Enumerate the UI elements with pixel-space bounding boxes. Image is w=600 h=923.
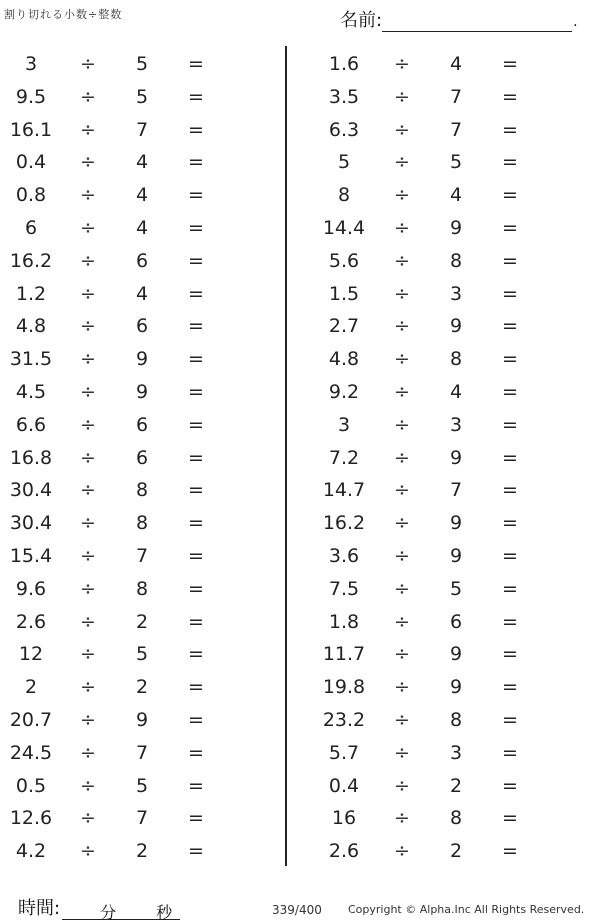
dividend: 16 [331,807,357,830]
problem-row [0,802,260,835]
dividend: 19.8 [322,676,366,699]
divisor: 9 [449,643,463,666]
divide-sign: ÷ [394,380,410,403]
equals-sign: = [188,413,204,436]
problem-row [300,81,560,114]
problem-row [300,179,560,212]
dividend: 20.7 [9,708,53,731]
divisor: 6 [135,446,149,469]
divide-sign: ÷ [394,184,410,207]
problem-row [0,48,260,81]
divisor: 4 [449,184,463,207]
equals-sign: = [188,643,204,666]
problem-row [0,245,260,278]
divide-sign: ÷ [80,446,96,469]
problem-row [0,704,260,737]
divisor: 9 [449,512,463,535]
equals-sign: = [188,512,204,535]
problem-row [0,114,260,147]
divide-sign: ÷ [80,512,96,535]
problem-row [0,179,260,212]
divide-sign: ÷ [394,741,410,764]
problem-row [0,278,260,311]
worksheet-title: 割り切れる小数÷整数 [4,8,123,21]
divide-sign: ÷ [394,708,410,731]
equals-sign: = [502,708,518,731]
dividend: 24.5 [9,741,53,764]
divide-sign: ÷ [394,282,410,305]
equals-sign: = [188,249,204,272]
divisor: 2 [449,774,463,797]
name-end-dot: . [573,14,578,30]
equals-sign: = [188,840,204,863]
divide-sign: ÷ [80,118,96,141]
divisor: 8 [449,249,463,272]
divide-sign: ÷ [80,184,96,207]
divide-sign: ÷ [394,544,410,567]
problem-row [300,310,560,343]
problem-row [300,474,560,507]
divide-sign: ÷ [80,774,96,797]
problem-row [0,835,260,868]
divide-sign: ÷ [80,380,96,403]
equals-sign: = [188,479,204,502]
divide-sign: ÷ [80,643,96,666]
equals-sign: = [502,315,518,338]
name-blank-line[interactable] [382,13,572,32]
equals-sign: = [502,479,518,502]
divisor: 5 [135,53,149,75]
divide-sign: ÷ [80,249,96,272]
dividend: 1.6 [328,53,360,75]
equals-sign: = [188,85,204,108]
time-field [18,894,180,920]
equals-sign: = [188,282,204,305]
equals-sign: = [188,53,204,75]
divisor: 5 [135,85,149,108]
divide-sign: ÷ [394,446,410,469]
equals-sign: = [188,118,204,141]
equals-sign: = [188,544,204,567]
column-divider [285,46,287,866]
equals-sign: = [502,610,518,633]
problem-row [300,409,560,442]
equals-sign: = [502,643,518,666]
dividend: 8 [337,184,351,207]
divide-sign: ÷ [80,282,96,305]
dividend: 3.5 [328,85,360,108]
divisor: 3 [449,413,463,436]
dividend: 11.7 [322,643,366,666]
divide-sign: ÷ [80,807,96,830]
divide-sign: ÷ [80,216,96,239]
divisor: 7 [449,479,463,502]
problem-row [0,638,260,671]
dividend: 0.8 [15,184,47,207]
equals-sign: = [502,676,518,699]
dividend: 3.6 [328,544,360,567]
divide-sign: ÷ [394,610,410,633]
divide-sign: ÷ [80,479,96,502]
equals-sign: = [502,446,518,469]
divisor: 8 [449,708,463,731]
problem-row [0,737,260,770]
divisor: 4 [135,282,149,305]
dividend: 1.2 [15,282,47,305]
divisor: 8 [449,348,463,371]
divide-sign: ÷ [394,151,410,174]
divide-sign: ÷ [394,348,410,371]
problem-row [300,540,560,573]
divide-sign: ÷ [80,741,96,764]
dividend: 2 [24,676,38,699]
problem-row [300,671,560,704]
equals-sign: = [188,151,204,174]
divisor: 2 [135,676,149,699]
divide-sign: ÷ [80,315,96,338]
divisor: 2 [449,840,463,863]
divisor: 4 [135,151,149,174]
divide-sign: ÷ [80,53,96,75]
equals-sign: = [502,413,518,436]
equals-sign: = [188,676,204,699]
divisor: 5 [135,774,149,797]
problem-row [300,114,560,147]
equals-sign: = [502,216,518,239]
dividend: 4.5 [15,380,47,403]
dividend: 2.6 [328,840,360,863]
dividend: 1.8 [328,610,360,633]
equals-sign: = [188,577,204,600]
problem-row [0,310,260,343]
problem-row [0,409,260,442]
problem-row [0,606,260,639]
divisor: 8 [135,512,149,535]
dividend: 30.4 [9,512,53,535]
divide-sign: ÷ [394,807,410,830]
divide-sign: ÷ [394,249,410,272]
equals-sign: = [188,708,204,731]
problem-row [300,212,560,245]
divisor: 6 [135,413,149,436]
dividend: 0.4 [15,151,47,174]
name-field [340,6,578,32]
divisor: 3 [449,741,463,764]
equals-sign: = [188,610,204,633]
divide-sign: ÷ [80,151,96,174]
divisor: 2 [135,610,149,633]
equals-sign: = [502,151,518,174]
equals-sign: = [502,774,518,797]
divisor: 8 [135,577,149,600]
divisor: 8 [135,479,149,502]
divide-sign: ÷ [394,577,410,600]
divide-sign: ÷ [394,774,410,797]
dividend: 30.4 [9,479,53,502]
divisor: 9 [449,446,463,469]
problem-row [300,802,560,835]
divisor: 6 [449,610,463,633]
divide-sign: ÷ [394,216,410,239]
problem-row [300,245,560,278]
equals-sign: = [188,184,204,207]
equals-sign: = [502,85,518,108]
dividend: 2.6 [15,610,47,633]
divide-sign: ÷ [394,85,410,108]
problem-row [300,48,560,81]
dividend: 6.6 [15,413,47,436]
problem-row [300,835,560,868]
divisor: 6 [135,249,149,272]
dividend: 9.2 [328,380,360,403]
divisor: 4 [135,216,149,239]
dividend: 3 [24,53,38,75]
divisor: 2 [135,840,149,863]
dividend: 4.8 [328,348,360,371]
problem-row [0,376,260,409]
divisor: 7 [135,118,149,141]
equals-sign: = [502,249,518,272]
dividend: 16.2 [322,512,366,535]
right-problem-column [300,48,560,868]
problem-row [300,606,560,639]
dividend: 0.5 [15,774,47,797]
problem-row [0,81,260,114]
dividend: 15.4 [9,544,53,567]
divisor: 7 [135,807,149,830]
divide-sign: ÷ [80,840,96,863]
left-problem-column [0,48,260,868]
divide-sign: ÷ [80,544,96,567]
problem-row [0,343,260,376]
divisor: 4 [135,184,149,207]
dividend: 31.5 [9,348,53,371]
divide-sign: ÷ [394,479,410,502]
name-label: 名前: [340,10,383,31]
dividend: 3 [337,413,351,436]
problem-row [300,737,560,770]
equals-sign: = [188,348,204,371]
divisor: 4 [449,53,463,75]
problem-row [300,704,560,737]
divide-sign: ÷ [394,413,410,436]
divisor: 9 [449,676,463,699]
divide-sign: ÷ [394,643,410,666]
divide-sign: ÷ [80,577,96,600]
divisor: 3 [449,282,463,305]
problem-row [300,770,560,803]
dividend: 12 [18,643,44,666]
page-number: 339/400 [272,903,322,917]
dividend: 23.2 [322,708,366,731]
problem-row [0,770,260,803]
problem-row [300,442,560,475]
problem-row [0,474,260,507]
divisor: 9 [449,216,463,239]
problem-row [0,442,260,475]
divisor: 5 [449,151,463,174]
divide-sign: ÷ [394,512,410,535]
problem-row [0,540,260,573]
problem-row [0,507,260,540]
problem-row [0,212,260,245]
problem-row [300,343,560,376]
dividend: 9.5 [15,85,47,108]
dividend: 1.5 [328,282,360,305]
divisor: 7 [135,544,149,567]
divisor: 7 [449,85,463,108]
dividend: 9.6 [15,577,47,600]
seconds-label: 秒 [156,903,173,922]
dividend: 5.7 [328,741,360,764]
divisor: 5 [449,577,463,600]
divide-sign: ÷ [394,676,410,699]
problem-row [300,573,560,606]
problem-row [0,671,260,704]
divisor: 9 [449,544,463,567]
divide-sign: ÷ [394,53,410,75]
divide-sign: ÷ [80,676,96,699]
divide-sign: ÷ [394,840,410,863]
divide-sign: ÷ [80,348,96,371]
divisor: 7 [449,118,463,141]
copyright-notice: Copyright © Alpha.Inc All Rights Reserved. [348,903,585,916]
equals-sign: = [502,282,518,305]
divide-sign: ÷ [80,610,96,633]
dividend: 14.4 [322,216,366,239]
equals-sign: = [502,53,518,75]
problem-row [0,573,260,606]
dividend: 4.8 [15,315,47,338]
divisor: 4 [449,380,463,403]
divide-sign: ÷ [80,413,96,436]
dividend: 14.7 [322,479,366,502]
equals-sign: = [188,446,204,469]
time-blank-line[interactable] [62,899,180,920]
divisor: 5 [135,643,149,666]
dividend: 4.2 [15,840,47,863]
divisor: 7 [135,741,149,764]
equals-sign: = [188,774,204,797]
dividend: 2.7 [328,315,360,338]
problem-row [300,146,560,179]
divisor: 9 [135,348,149,371]
divisor: 8 [449,807,463,830]
divide-sign: ÷ [80,708,96,731]
problem-row [300,638,560,671]
equals-sign: = [188,380,204,403]
dividend: 5.6 [328,249,360,272]
equals-sign: = [502,840,518,863]
equals-sign: = [188,807,204,830]
dividend: 16.8 [9,446,53,469]
problem-row [0,146,260,179]
minutes-label: 分 [100,903,117,922]
equals-sign: = [188,315,204,338]
divisor: 6 [135,315,149,338]
dividend: 12.6 [9,807,53,830]
equals-sign: = [502,577,518,600]
divide-sign: ÷ [394,315,410,338]
equals-sign: = [502,348,518,371]
divide-sign: ÷ [394,118,410,141]
dividend: 5 [337,151,351,174]
equals-sign: = [188,216,204,239]
equals-sign: = [502,544,518,567]
equals-sign: = [502,741,518,764]
dividend: 6 [24,216,38,239]
dividend: 16.1 [9,118,53,141]
problem-row [300,278,560,311]
equals-sign: = [502,512,518,535]
divisor: 9 [449,315,463,338]
problem-row [300,376,560,409]
divisor: 9 [135,380,149,403]
equals-sign: = [502,184,518,207]
dividend: 16.2 [9,249,53,272]
dividend: 0.4 [328,774,360,797]
dividend: 7.2 [328,446,360,469]
equals-sign: = [502,380,518,403]
dividend: 7.5 [328,577,360,600]
problem-row [300,507,560,540]
equals-sign: = [188,741,204,764]
divide-sign: ÷ [80,85,96,108]
dividend: 6.3 [328,118,360,141]
equals-sign: = [502,118,518,141]
time-label: 時間: [18,898,61,919]
equals-sign: = [502,807,518,830]
divisor: 9 [135,708,149,731]
